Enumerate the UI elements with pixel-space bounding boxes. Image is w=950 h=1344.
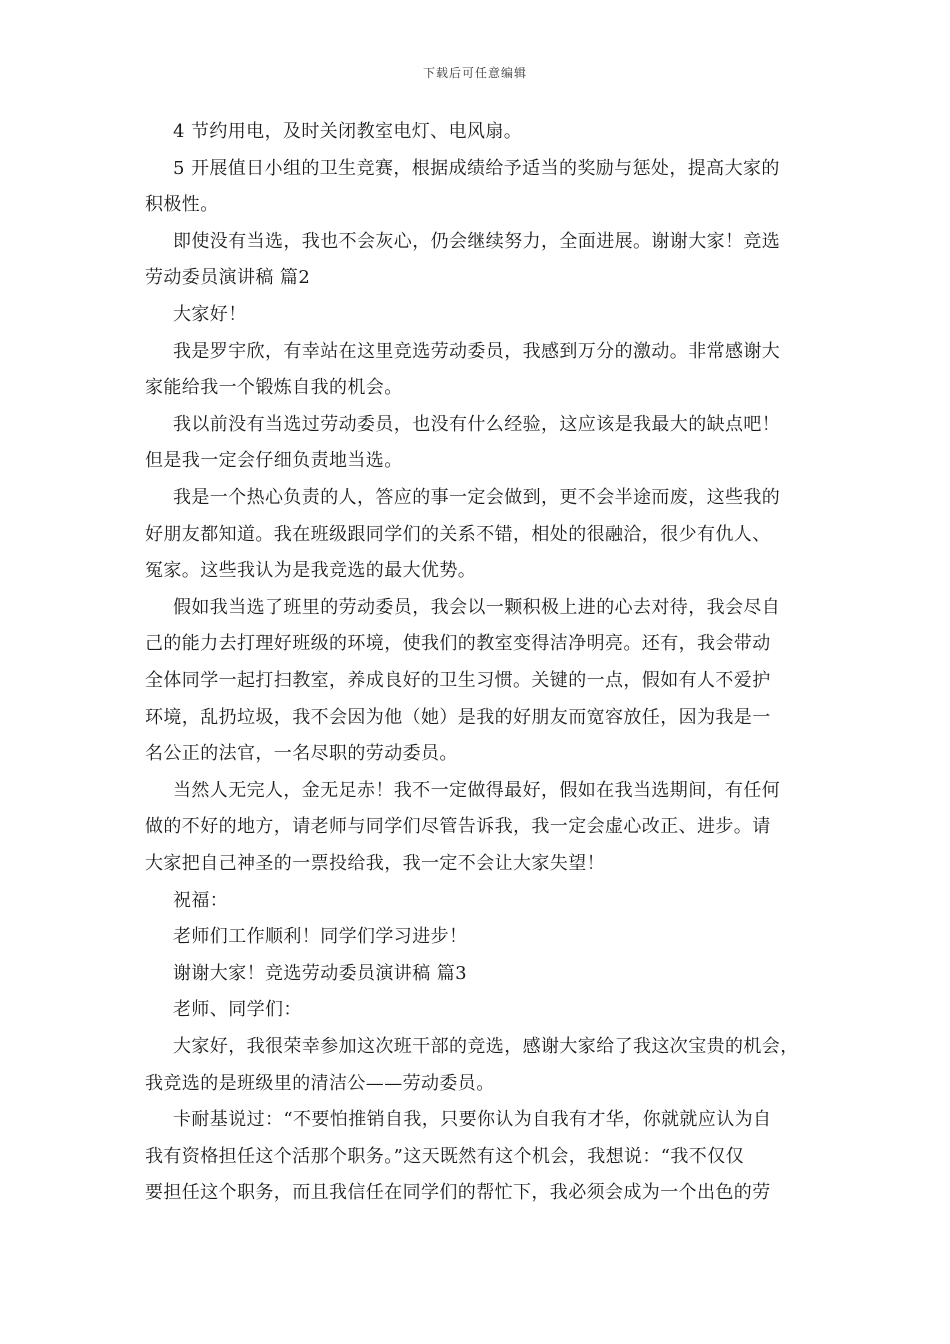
text-line: 谢谢大家！竞选劳动委员演讲稿 篇3	[173, 962, 467, 984]
text-line: 好朋友都知道。我在班级跟同学们的关系不错，相处的很融洽，很少有仇人、	[145, 523, 771, 545]
text-line: 大家把自己神圣的一票投给我，我一定不会让大家失望！	[145, 853, 605, 874]
text-line: 假如我当选了班里的劳动委员，我会以一颗积极上进的心去对待，我会尽自	[173, 596, 781, 618]
text-line: 名公正的法官，一名尽职的劳动委员。	[145, 743, 458, 765]
text-line: 卡耐基说过：“不要怕推销自我，只要你认为自我有才华，你就就应认为自	[173, 1109, 772, 1131]
text-line: 积极性。	[145, 194, 219, 216]
text-line: 冤家。这些我认为是我竞选的最大优势。	[145, 560, 477, 582]
text-line: 祝福：	[173, 889, 229, 911]
page-header: 下载后可任意编辑	[422, 66, 527, 80]
text-line: 我竞选的是班级里的清洁公——劳动委员。	[145, 1072, 495, 1094]
text-line: 要担任这个职务，而且我信任在同学们的帮忙下，我必须会成为一个出色的劳	[145, 1182, 771, 1204]
text-line: 5 开展值日小组的卫生竞赛，根据成绩给予适当的奖励与惩处，提高大家的	[173, 157, 780, 179]
text-line: 老师们工作顺利！同学们学习进步！	[173, 926, 468, 948]
text-line: 我以前没有当选过劳动委员，也没有什么经验，这应该是我最大的缺点吧！	[173, 413, 781, 435]
text-line: 即使没有当选，我也不会灰心，仍会继续努力，全面进展。谢谢大家！竞选	[173, 230, 781, 252]
text-line: 我是罗宇欣，有幸站在这里竞选劳动委员，我感到万分的激动。非常感谢大	[173, 340, 781, 362]
text-line: 环境，乱扔垃圾，我不会因为他（她）是我的好朋友而宽容放任，因为我是一	[145, 706, 771, 728]
text-line: 全体同学一起打扫教室，养成良好的卫生习惯。关键的一点，假如有人不爱护	[145, 670, 771, 691]
text-line: 己的能力去打理好班级的环境，使我们的教室变得洁净明亮。还有，我会带动	[145, 633, 771, 655]
text-line: 做的不好的地方，请老师与同学们尽管告诉我，我一定会虚心改正、进步。请	[145, 816, 771, 838]
text-line: 劳动委员演讲稿 篇2	[145, 267, 311, 289]
text-line: 我有资格担任这个活那个职务。”这天既然有这个机会，我想说：“我不仅仅	[145, 1145, 745, 1167]
text-line: 当然人无完人，金无足赤！我不一定做得最好，假如在我当选期间，有任何	[173, 779, 781, 801]
text-line: 老师、同学们：	[173, 999, 302, 1021]
text-line: 大家好，我很荣幸参加这次班干部的竞选，感谢大家给了我这次宝贵的机会，	[173, 1036, 799, 1057]
text-line: 但是我一定会仔细负责地当选。	[145, 450, 403, 472]
text-line: 我是一个热心负责的人，答应的事一定会做到，更不会半途而废，这些我的	[173, 487, 781, 508]
text-line: 大家好！	[173, 304, 247, 325]
text-line: 4 节约用电，及时关闭教室电灯、电风扇。	[173, 121, 523, 142]
text-line: 家能给我一个锻炼自我的机会。	[145, 377, 403, 399]
